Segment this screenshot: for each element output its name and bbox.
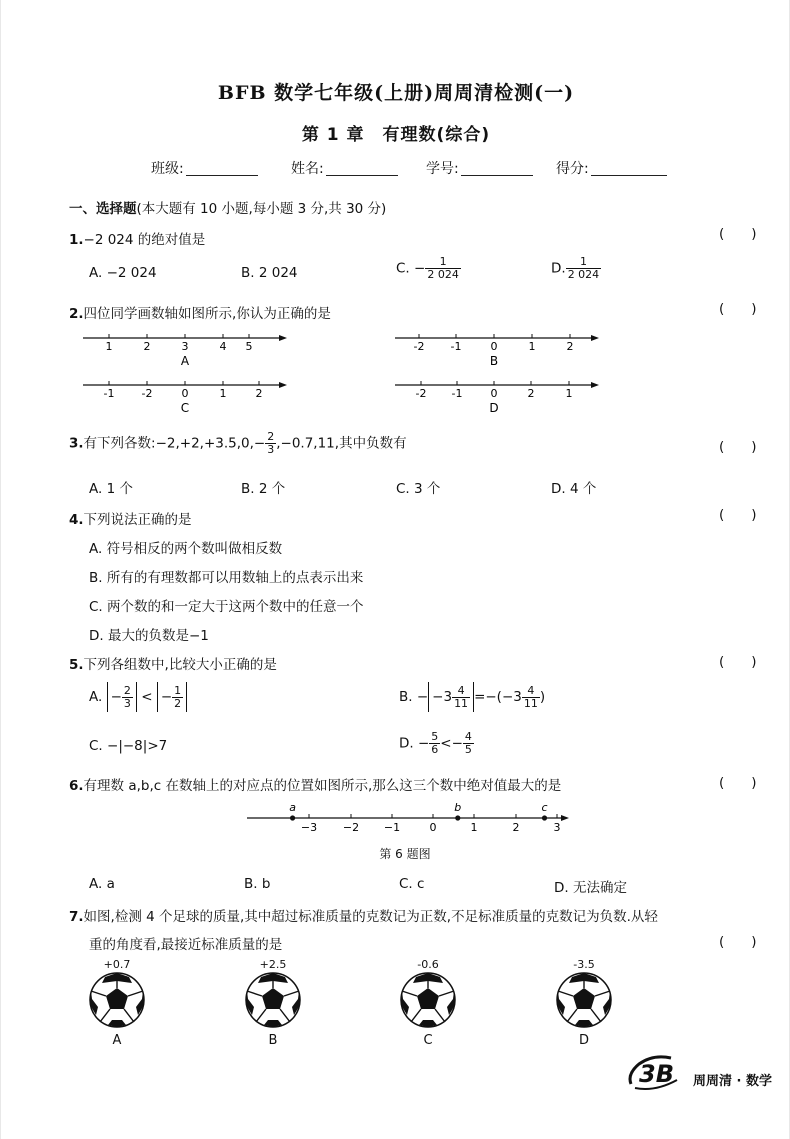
field-id: 学号: [426, 158, 533, 178]
q4-option-d: D. 最大的负数是−1 [89, 628, 209, 644]
tick-label: 1 [219, 387, 227, 400]
question-2: 2.四位同学画数轴如图所示,你认为正确的是 [69, 306, 331, 322]
arrow-icon [279, 382, 287, 388]
tick-label: 0 [490, 340, 498, 353]
q4-option-a: A. 符号相反的两个数叫做相反数 [89, 541, 283, 557]
question-5: 5.下列各组数中,比较大小正确的是 [69, 657, 277, 673]
number-line-c [81, 373, 291, 415]
fraction: $\frac{4}{5}$ [464, 730, 472, 756]
ball-value: +2.5 [259, 958, 287, 971]
q1-option-a: A. −2 024 [89, 265, 157, 281]
tick-label: 1 [105, 340, 113, 353]
fraction: $\frac{1}{2}$ [174, 683, 182, 710]
tick-label: 3 [553, 821, 561, 834]
ball-d [554, 958, 614, 1048]
bfb-logo-icon [625, 1052, 691, 1092]
tick-label: 0 [490, 387, 498, 400]
tick-label: -1 [451, 387, 463, 400]
ball-c [398, 958, 458, 1048]
footer-text: 周周清 · 数学 [693, 1074, 772, 1089]
question-3: 3.有下列各数:−2,+2,+3.5,0,− $\frac{2}{3}$ ,−0.7,11,其中负数有 [69, 430, 407, 456]
q3-option-c: C. 3 个 [396, 481, 441, 497]
soccer-ball-icon [399, 971, 457, 1029]
q6-option-b: B. b [244, 876, 271, 892]
answer-paren-5[interactable]: ( ) [719, 654, 757, 670]
arrow-icon [279, 335, 287, 341]
q5-option-a: A. − $\frac{2}{3}$ < − $\frac{1}{2}$ [89, 682, 187, 712]
number-line-d [393, 373, 603, 415]
page-subtitle: 第 1 章 有理数(综合) [301, 125, 491, 145]
tick-label: 2 [527, 387, 535, 400]
tick-label: −2 [342, 821, 360, 834]
score-blank[interactable] [591, 161, 667, 176]
arrow-icon [591, 382, 599, 388]
ball-label: C [423, 1033, 433, 1048]
q4-option-c: C. 两个数的和一定大于这两个数中的任意一个 [89, 599, 364, 615]
point-c [542, 815, 547, 820]
q1-option-b: B. 2 024 [241, 265, 298, 281]
tick-label: −1 [383, 821, 401, 834]
answer-paren-6[interactable]: ( ) [719, 775, 757, 791]
tick-label: -1 [450, 340, 462, 353]
q3-option-b: B. 2 个 [241, 481, 286, 497]
ball-label: B [268, 1033, 278, 1048]
absolute-value: −3 $\frac{4}{11}$ [428, 682, 474, 712]
q6-option-a: A. a [89, 876, 115, 892]
answer-paren-1[interactable]: ( ) [719, 226, 757, 242]
tick-label: 1 [528, 340, 536, 353]
question-1: 1.−2 024 的绝对值是 [69, 232, 206, 248]
tick-label: 1 [565, 387, 573, 400]
q3-option-a: A. 1 个 [89, 481, 133, 497]
q3-option-d: D. 4 个 [551, 481, 597, 497]
question-7-line-2: 重的角度看,最接近标准质量的是 [89, 937, 283, 953]
q5-option-c: C. −|−8|>7 [89, 738, 168, 754]
soccer-ball-icon [244, 971, 302, 1029]
q6-option-c: C. c [399, 876, 425, 892]
tick-label: 2 [566, 340, 574, 353]
q5-option-d: D. − $\frac{5}{6}$ <− $\frac{4}{5}$ [399, 730, 472, 756]
tick-label: 0 [181, 387, 189, 400]
answer-paren-4[interactable]: ( ) [719, 507, 757, 523]
number-line-a [81, 326, 291, 368]
tick-label: 0 [429, 821, 437, 834]
fraction: $\frac{5}{6}$ [431, 730, 439, 756]
svg-text:3B: 3B [639, 1060, 674, 1088]
figure-caption: 第 6 题图 [379, 847, 431, 861]
tick-label: −3 [300, 821, 318, 834]
section-heading: 一、选择题(本大题有 10 小题,每小题 3 分,共 30 分) [69, 201, 387, 217]
answer-paren-3[interactable]: ( ) [719, 439, 757, 455]
tick-label: -2 [413, 340, 425, 353]
soccer-ball-icon [555, 971, 613, 1029]
fraction: $\frac{1}{2 024}$ [427, 255, 459, 281]
field-class: 班级: [151, 158, 258, 178]
fraction: $\frac{2}{3}$ [267, 430, 275, 456]
tick-label: -1 [103, 387, 115, 400]
point-a-label: a [289, 801, 296, 814]
ball-label: A [112, 1033, 122, 1048]
fraction: $\frac{4}{11}$ [523, 683, 538, 710]
ball-label: D [578, 1033, 589, 1048]
q6-option-d: D. 无法确定 [554, 880, 627, 896]
absolute-value: − $\frac{2}{3}$ [107, 682, 137, 712]
point-c-label: c [541, 801, 548, 814]
ball-a [87, 958, 147, 1048]
tick-label: -2 [415, 387, 427, 400]
q5-option-b: B. − −3 $\frac{4}{11}$ =−(−3 $\frac{4}{11}$ ) [399, 682, 545, 712]
number-line-abc [245, 800, 575, 838]
soccer-ball-icon [88, 971, 146, 1029]
page-title: BFB 数学七年级(上册)周周清检测(一) [217, 82, 575, 104]
tick-label: 2 [512, 821, 520, 834]
figure-label: C [180, 401, 190, 415]
answer-paren-7[interactable]: ( ) [719, 934, 757, 950]
tick-label: -2 [141, 387, 153, 400]
q1-option-c: C. − $\frac{1}{2 024}$ [396, 255, 459, 281]
question-7: 7.如图,检测 4 个足球的质量,其中超过标准质量的克数记为正数,不足标准质量的克数记为负数.从轻 [69, 909, 658, 925]
absolute-value: − $\frac{1}{2}$ [157, 682, 187, 712]
q1-option-d: D. $\frac{1}{2 024}$ [551, 255, 600, 281]
tick-label: 3 [181, 340, 189, 353]
point-b [455, 815, 460, 820]
figure-label: A [180, 354, 190, 368]
ball-b [243, 958, 303, 1048]
tick-label: 2 [255, 387, 263, 400]
fraction: $\frac{4}{11}$ [454, 683, 469, 710]
answer-paren-2[interactable]: ( ) [719, 301, 757, 317]
arrow-icon [591, 335, 599, 341]
q4-option-b: B. 所有的有理数都可以用数轴上的点表示出来 [89, 570, 364, 586]
field-name: 姓名: [291, 158, 398, 178]
number-line-b [393, 326, 603, 368]
field-score: 得分: [556, 158, 667, 178]
point-a [290, 815, 295, 820]
fraction: $\frac{2}{3}$ [123, 683, 131, 710]
tick-label: 2 [143, 340, 151, 353]
question-6: 6.有理数 a,b,c 在数轴上的对应点的位置如图所示,那么这三个数中绝对值最大的是 [69, 778, 562, 794]
id-blank[interactable] [461, 161, 533, 176]
ball-value: -0.6 [417, 958, 439, 971]
arrow-icon [561, 815, 569, 821]
tick-label: 5 [245, 340, 253, 353]
ball-value: -3.5 [573, 958, 595, 971]
fraction: $\frac{1}{2 024}$ [567, 255, 600, 281]
tick-label: 1 [470, 821, 478, 834]
name-blank[interactable] [326, 161, 398, 176]
point-b-label: b [454, 801, 462, 814]
tick-label: 4 [219, 340, 227, 353]
question-4: 4.下列说法正确的是 [69, 512, 192, 528]
ball-value: +0.7 [103, 958, 131, 971]
figure-label: B [489, 354, 499, 368]
figure-label: D [489, 401, 499, 415]
class-blank[interactable] [186, 161, 258, 176]
